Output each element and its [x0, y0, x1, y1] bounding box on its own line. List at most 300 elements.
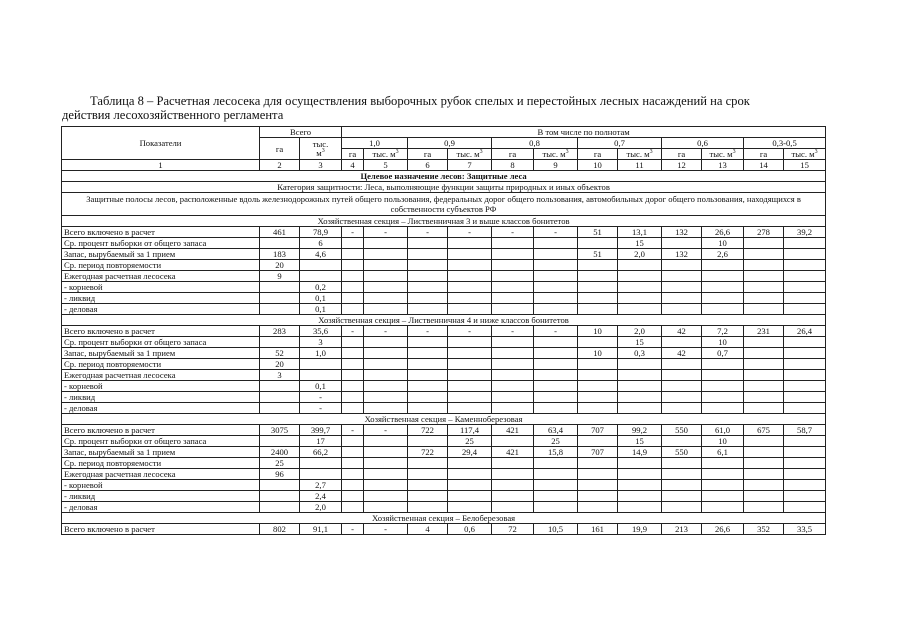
- header-thous-label: тыс.: [312, 138, 329, 149]
- table-cell: [744, 304, 784, 315]
- purpose-title: Целевое назначение лесов: Защитные леса: [62, 171, 826, 182]
- header-density-4: 0,6: [662, 138, 744, 149]
- table-cell: [578, 260, 618, 271]
- table-cell: [618, 403, 662, 414]
- table-cell: [702, 282, 744, 293]
- table-cell: [744, 447, 784, 458]
- table-cell: [618, 304, 662, 315]
- table-row: [62, 326, 826, 337]
- table-cell: [784, 403, 826, 414]
- table-cell: 4,6: [300, 249, 342, 260]
- table-cell: [578, 271, 618, 282]
- table-cell: [260, 282, 300, 293]
- header-m3-sup: 3: [565, 149, 569, 156]
- header-density-0: 1,0: [342, 138, 408, 149]
- table-cell: 283: [260, 326, 300, 337]
- table-cell: -: [364, 326, 408, 337]
- table-cell: 33,5: [784, 524, 826, 535]
- table-cell: [784, 392, 826, 403]
- table-cell: 4: [408, 524, 448, 535]
- table-cell: 722: [408, 447, 448, 458]
- table-cell: [534, 502, 578, 513]
- forest-cutting-table: [61, 126, 826, 535]
- table-cell: [260, 480, 300, 491]
- row-label: - деловая: [62, 502, 260, 513]
- table-cell: [702, 480, 744, 491]
- row-label: Всего включено в расчет: [62, 227, 260, 238]
- section-title-row: [62, 315, 826, 326]
- table-row: [62, 469, 826, 480]
- table-cell: 132: [662, 227, 702, 238]
- header-density-volume-1: [448, 149, 492, 160]
- table-cell: 183: [260, 249, 300, 260]
- table-cell: 2,0: [300, 502, 342, 513]
- table-cell: [300, 458, 342, 469]
- table-cell: 3: [300, 337, 342, 348]
- table-cell: [364, 370, 408, 381]
- table-cell: [364, 381, 408, 392]
- table-cell: [364, 447, 408, 458]
- table-cell: [784, 447, 826, 458]
- table-cell: [618, 392, 662, 403]
- table-cell: [342, 304, 364, 315]
- section-title: Хозяйственная секция – Лиственничная 4 и ниже классов бонитетов: [62, 315, 826, 326]
- table-cell: -: [342, 425, 364, 436]
- table-cell: [578, 304, 618, 315]
- table-cell: 52: [260, 348, 300, 359]
- table-cell: [534, 370, 578, 381]
- section-title: Хозяйственная секция – Лиственничная 3 и выше классов бонитетов: [62, 216, 826, 227]
- table-row: [62, 381, 826, 392]
- table-cell: 26,6: [702, 227, 744, 238]
- table-row: [62, 447, 826, 458]
- row-label: Всего включено в расчет: [62, 524, 260, 535]
- header-thous-m3-label: тыс. м: [542, 149, 566, 159]
- column-number: 4: [342, 160, 364, 171]
- table-cell: 0,1: [300, 293, 342, 304]
- table-cell: 99,2: [618, 425, 662, 436]
- table-cell: [578, 469, 618, 480]
- table-cell: [364, 469, 408, 480]
- table-cell: [784, 282, 826, 293]
- row-label: - корневой: [62, 381, 260, 392]
- table-cell: 35,6: [300, 326, 342, 337]
- table-cell: [744, 370, 784, 381]
- table-cell: 15: [618, 238, 662, 249]
- table-cell: 722: [408, 425, 448, 436]
- table-cell: [492, 502, 534, 513]
- table-cell: [534, 249, 578, 260]
- table-cell: [662, 436, 702, 447]
- table-cell: 10: [702, 436, 744, 447]
- table-cell: [260, 293, 300, 304]
- table-cell: [662, 392, 702, 403]
- table-cell: -: [492, 326, 534, 337]
- header-density-volume-5: [784, 149, 826, 160]
- table-cell: [702, 260, 744, 271]
- header-m3-sup: 3: [649, 149, 653, 156]
- table-cell: [702, 469, 744, 480]
- header-density-2: 0,8: [492, 138, 578, 149]
- category-title: Категория защитности: Леса, выполняющие функции защиты природных и иных объектов: [62, 182, 826, 193]
- table-cell: [744, 260, 784, 271]
- caption-line-2: действия лесохозяйственного регламента: [62, 108, 284, 122]
- table-cell: [364, 403, 408, 414]
- column-number: 8: [492, 160, 534, 171]
- table-cell: 42: [662, 348, 702, 359]
- table-cell: -: [364, 227, 408, 238]
- table-cell: 0,3: [618, 348, 662, 359]
- table-cell: 96: [260, 469, 300, 480]
- header-thous-m3-label: тыс. м: [709, 149, 733, 159]
- table-cell: [578, 436, 618, 447]
- table-cell: [364, 293, 408, 304]
- section-title: Хозяйственная секция – Каменноберезовая: [62, 414, 826, 425]
- table-cell: [662, 271, 702, 282]
- table-cell: [448, 370, 492, 381]
- table-cell: 0,2: [300, 282, 342, 293]
- table-cell: [448, 469, 492, 480]
- table-cell: -: [300, 403, 342, 414]
- table-cell: [492, 403, 534, 414]
- table-cell: [744, 502, 784, 513]
- table-cell: [364, 458, 408, 469]
- table-cell: [578, 392, 618, 403]
- table-cell: [784, 381, 826, 392]
- table-cell: 10: [578, 348, 618, 359]
- table-cell: [618, 458, 662, 469]
- table-row: [62, 337, 826, 348]
- table-cell: [784, 480, 826, 491]
- table-cell: [408, 337, 448, 348]
- table-cell: [364, 359, 408, 370]
- table-cell: 15: [618, 337, 662, 348]
- header-density-ha-3: га: [578, 149, 618, 160]
- table-cell: [300, 359, 342, 370]
- header-total-volume: [300, 138, 342, 160]
- table-cell: [260, 491, 300, 502]
- column-number: 7: [448, 160, 492, 171]
- table-cell: -: [492, 227, 534, 238]
- table-cell: [492, 337, 534, 348]
- table-cell: 26,6: [702, 524, 744, 535]
- table-cell: 51: [578, 227, 618, 238]
- row-label: Ежегодная расчетная лесосека: [62, 469, 260, 480]
- table-cell: [408, 469, 448, 480]
- table-cell: [408, 392, 448, 403]
- table-row: [62, 359, 826, 370]
- table-cell: -: [300, 392, 342, 403]
- table-cell: [662, 458, 702, 469]
- table-cell: [534, 359, 578, 370]
- table-cell: [702, 502, 744, 513]
- table-cell: [342, 469, 364, 480]
- table-cell: 51: [578, 249, 618, 260]
- column-number: 14: [744, 160, 784, 171]
- table-cell: 2400: [260, 447, 300, 458]
- row-label: Ср. период повторяемости: [62, 260, 260, 271]
- table-cell: [408, 502, 448, 513]
- table-cell: [492, 491, 534, 502]
- table-cell: [364, 238, 408, 249]
- table-cell: -: [534, 227, 578, 238]
- table-cell: [534, 337, 578, 348]
- column-numbers-row: [62, 160, 826, 171]
- table-cell: [784, 458, 826, 469]
- table-cell: [342, 403, 364, 414]
- table-cell: [300, 271, 342, 282]
- table-cell: [618, 260, 662, 271]
- table-cell: [342, 436, 364, 447]
- table-cell: [408, 238, 448, 249]
- table-cell: [662, 370, 702, 381]
- table-cell: [260, 381, 300, 392]
- table-cell: [492, 436, 534, 447]
- header-thous-m3-label: тыс. м: [626, 149, 650, 159]
- table-cell: -: [342, 524, 364, 535]
- table-cell: [260, 502, 300, 513]
- table-cell: 63,4: [534, 425, 578, 436]
- table-cell: 61,0: [702, 425, 744, 436]
- table-cell: [448, 260, 492, 271]
- table-cell: [342, 260, 364, 271]
- column-number: 2: [260, 160, 300, 171]
- table-cell: [408, 304, 448, 315]
- table-cell: [448, 293, 492, 304]
- header-m3-sup: 3: [321, 147, 325, 154]
- table-cell: [342, 370, 364, 381]
- table-cell: [492, 469, 534, 480]
- table-cell: [784, 359, 826, 370]
- table-cell: [534, 392, 578, 403]
- table-cell: [342, 359, 364, 370]
- table-cell: [364, 249, 408, 260]
- table-cell: [784, 370, 826, 381]
- column-number: 5: [364, 160, 408, 171]
- table-row: [62, 370, 826, 381]
- row-label: Ср. процент выборки от общего запаса: [62, 337, 260, 348]
- table-cell: [784, 238, 826, 249]
- table-cell: 20: [260, 359, 300, 370]
- table-cell: [342, 271, 364, 282]
- table-cell: 29,4: [448, 447, 492, 458]
- table-cell: [618, 469, 662, 480]
- table-cell: 3: [260, 370, 300, 381]
- table-cell: 20: [260, 260, 300, 271]
- table-cell: [744, 403, 784, 414]
- section-title-row: [62, 414, 826, 425]
- table-cell: [702, 491, 744, 502]
- table-cell: [448, 491, 492, 502]
- table-cell: [408, 480, 448, 491]
- column-number: 1: [62, 160, 260, 171]
- table-cell: [408, 249, 448, 260]
- table-cell: [784, 436, 826, 447]
- table-cell: [534, 238, 578, 249]
- table-cell: [260, 304, 300, 315]
- column-number: 6: [408, 160, 448, 171]
- table-cell: 352: [744, 524, 784, 535]
- table-cell: [448, 348, 492, 359]
- table-cell: [408, 271, 448, 282]
- table-row: [62, 293, 826, 304]
- category-row: [62, 182, 826, 193]
- table-cell: [662, 359, 702, 370]
- table-cell: [342, 502, 364, 513]
- table-cell: [534, 491, 578, 502]
- table-cell: [744, 337, 784, 348]
- table-row: [62, 524, 826, 535]
- table-cell: [744, 491, 784, 502]
- row-label: - деловая: [62, 304, 260, 315]
- table-cell: 0,7: [702, 348, 744, 359]
- table-cell: [744, 458, 784, 469]
- header-m3-sup: 3: [479, 149, 483, 156]
- table-row: [62, 436, 826, 447]
- table-cell: [408, 348, 448, 359]
- table-cell: 2,7: [300, 480, 342, 491]
- table-cell: [744, 381, 784, 392]
- row-label: - ликвид: [62, 491, 260, 502]
- table-cell: [448, 480, 492, 491]
- table-cell: [662, 282, 702, 293]
- table-cell: [448, 381, 492, 392]
- table-cell: [342, 381, 364, 392]
- table-row: [62, 403, 826, 414]
- table-cell: [534, 348, 578, 359]
- table-cell: [662, 502, 702, 513]
- table-cell: [448, 238, 492, 249]
- table-cell: [534, 293, 578, 304]
- column-number: 3: [300, 160, 342, 171]
- table-cell: [784, 348, 826, 359]
- table-cell: 0,1: [300, 381, 342, 392]
- table-cell: [364, 480, 408, 491]
- table-cell: -: [448, 227, 492, 238]
- header-thous-m3-label: тыс. м: [456, 149, 480, 159]
- header-density-ha-0: га: [342, 149, 364, 160]
- table-cell: [578, 403, 618, 414]
- table-cell: [260, 436, 300, 447]
- row-label: - ликвид: [62, 293, 260, 304]
- table-row: [62, 282, 826, 293]
- header-m3-sup: 3: [395, 149, 399, 156]
- table-cell: 3075: [260, 425, 300, 436]
- table-cell: [492, 271, 534, 282]
- table-cell: [492, 282, 534, 293]
- table-cell: 66,2: [300, 447, 342, 458]
- table-cell: 2,0: [618, 249, 662, 260]
- belts-title: Защитные полосы лесов, расположенные вдоль железнодорожных путей общего пользования, федеральных дорог общего пользования, автомобильных дорог общего пользования, находящихся в собственности субъектов РФ: [62, 193, 826, 216]
- table-cell: [408, 370, 448, 381]
- table-cell: 10: [702, 238, 744, 249]
- table-cell: [364, 348, 408, 359]
- table-cell: [702, 304, 744, 315]
- section-title: Хозяйственная секция – Белоберезовая: [62, 513, 826, 524]
- table-cell: [662, 293, 702, 304]
- table-cell: [492, 293, 534, 304]
- table-cell: [448, 502, 492, 513]
- table-cell: [364, 260, 408, 271]
- table-cell: 10: [702, 337, 744, 348]
- table-cell: 132: [662, 249, 702, 260]
- row-label: Запас, вырубаемый за 1 прием: [62, 348, 260, 359]
- table-cell: 15,8: [534, 447, 578, 458]
- table-cell: [784, 491, 826, 502]
- column-number: 13: [702, 160, 744, 171]
- table-cell: [618, 271, 662, 282]
- table-cell: [534, 403, 578, 414]
- table-cell: -: [342, 326, 364, 337]
- table-cell: [364, 304, 408, 315]
- row-label: Запас, вырубаемый за 1 прием: [62, 249, 260, 260]
- header-density-3: 0,7: [578, 138, 662, 149]
- table-cell: 13,1: [618, 227, 662, 238]
- table-cell: 39,2: [784, 227, 826, 238]
- table-cell: -: [342, 227, 364, 238]
- table-cell: [408, 293, 448, 304]
- table-cell: [492, 348, 534, 359]
- table-cell: [342, 458, 364, 469]
- table-cell: [784, 260, 826, 271]
- table-cell: [578, 502, 618, 513]
- table-cell: 26,4: [784, 326, 826, 337]
- table-cell: [702, 359, 744, 370]
- table-cell: [448, 392, 492, 403]
- table-cell: [784, 337, 826, 348]
- header-total: Всего: [260, 127, 342, 138]
- table-cell: 78,9: [300, 227, 342, 238]
- table-cell: [618, 282, 662, 293]
- table-cell: [784, 271, 826, 282]
- column-number: 10: [578, 160, 618, 171]
- table-cell: [702, 392, 744, 403]
- table-row: [62, 304, 826, 315]
- table-cell: [448, 271, 492, 282]
- table-cell: [578, 238, 618, 249]
- table-row: [62, 348, 826, 359]
- table-cell: [618, 370, 662, 381]
- table-cell: [260, 337, 300, 348]
- header-m3-sup: 3: [732, 149, 736, 156]
- table-cell: 550: [662, 447, 702, 458]
- header-density-1: 0,9: [408, 138, 492, 149]
- table-cell: [744, 469, 784, 480]
- row-label: - корневой: [62, 282, 260, 293]
- table-cell: 10,5: [534, 524, 578, 535]
- column-number: 12: [662, 160, 702, 171]
- table-cell: [702, 271, 744, 282]
- table-cell: 550: [662, 425, 702, 436]
- table-cell: [492, 480, 534, 491]
- table-cell: 15: [618, 436, 662, 447]
- table-cell: [492, 392, 534, 403]
- table-cell: 421: [492, 447, 534, 458]
- table-cell: [662, 480, 702, 491]
- table-cell: -: [408, 227, 448, 238]
- table-cell: [364, 392, 408, 403]
- table-cell: 802: [260, 524, 300, 535]
- table-cell: [578, 458, 618, 469]
- table-cell: 421: [492, 425, 534, 436]
- table-cell: [408, 260, 448, 271]
- table-cell: 25: [534, 436, 578, 447]
- column-number: 11: [618, 160, 662, 171]
- table-row: [62, 392, 826, 403]
- table-cell: [342, 249, 364, 260]
- table-cell: 42: [662, 326, 702, 337]
- table-cell: [662, 304, 702, 315]
